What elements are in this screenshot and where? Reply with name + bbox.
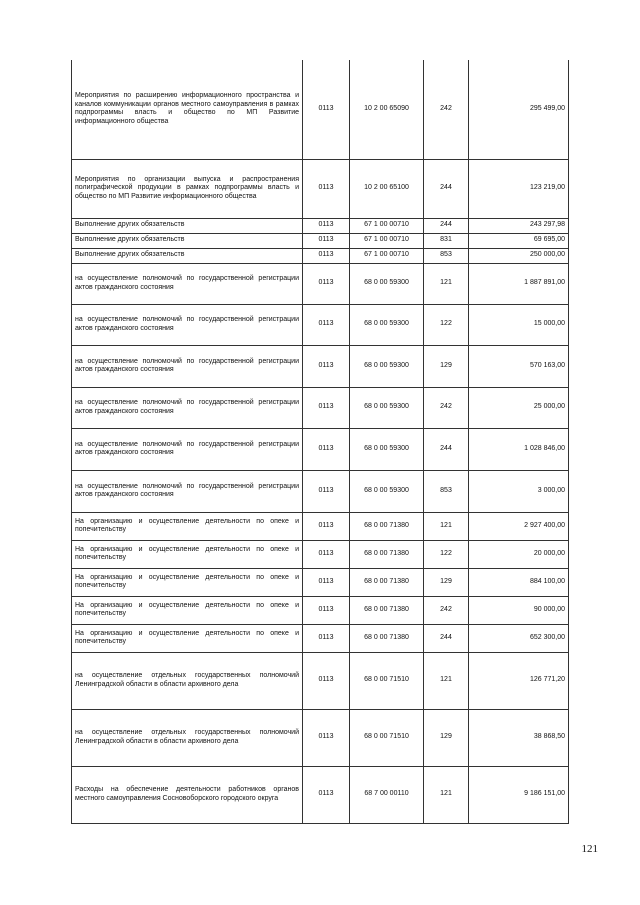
table-row <box>72 512 569 540</box>
table-row <box>72 387 569 428</box>
row-expense-type-cell: 129 <box>424 568 469 596</box>
row-article-cell: 68 0 00 71380 <box>350 512 424 540</box>
row-expense-type-cell: 242 <box>424 387 469 428</box>
row-name-cell: на осуществление полномочий по государственной регистрации актов гражданского состояния <box>72 428 303 470</box>
row-section-cell: 0113 <box>303 428 350 470</box>
row-section-cell: 0113 <box>303 218 350 233</box>
row-expense-type-cell: 244 <box>424 624 469 652</box>
row-sum-cell: 250 000,00 <box>469 248 569 263</box>
row-section-cell: 0113 <box>303 512 350 540</box>
row-article-cell: 68 0 00 71380 <box>350 624 424 652</box>
row-article-cell: 68 0 00 59300 <box>350 304 424 345</box>
row-name-cell: на осуществление полномочий по государственной регистрации актов гражданского состояния <box>72 387 303 428</box>
row-sum-cell: 126 771,20 <box>469 652 569 709</box>
table-row <box>72 470 569 512</box>
row-section-cell: 0113 <box>303 470 350 512</box>
row-section-cell: 0113 <box>303 596 350 624</box>
row-section-cell: 0113 <box>303 60 350 159</box>
row-sum-cell: 90 000,00 <box>469 596 569 624</box>
table-row <box>72 218 569 233</box>
row-article-cell: 67 1 00 00710 <box>350 218 424 233</box>
row-article-cell: 68 0 00 59300 <box>350 470 424 512</box>
table-row <box>72 624 569 652</box>
row-name-cell: Выполнение других обязательств <box>72 218 303 233</box>
row-article-cell: 68 0 00 59300 <box>350 387 424 428</box>
table-row <box>72 652 569 709</box>
row-sum-cell: 38 868,50 <box>469 709 569 766</box>
row-article-cell: 10 2 00 65090 <box>350 60 424 159</box>
row-article-cell: 68 0 00 59300 <box>350 263 424 304</box>
row-section-cell: 0113 <box>303 766 350 823</box>
row-article-cell: 68 0 00 71380 <box>350 540 424 568</box>
row-name-cell: Мероприятия по организации выпуска и распространения полиграфической продукции в рамках подпрограммы власть и общество по МП Развитие информационного общества <box>72 159 303 218</box>
row-name-cell: На организацию и осуществление деятельности по опеке и попечительству <box>72 512 303 540</box>
row-article-cell: 68 0 00 71380 <box>350 596 424 624</box>
row-expense-type-cell: 122 <box>424 304 469 345</box>
row-section-cell: 0113 <box>303 624 350 652</box>
table-row <box>72 540 569 568</box>
row-sum-cell: 884 100,00 <box>469 568 569 596</box>
row-article-cell: 67 1 00 00710 <box>350 233 424 248</box>
row-name-cell: На организацию и осуществление деятельности по опеке и попечительству <box>72 596 303 624</box>
row-expense-type-cell: 121 <box>424 263 469 304</box>
row-expense-type-cell: 244 <box>424 159 469 218</box>
row-section-cell: 0113 <box>303 248 350 263</box>
table-row <box>72 709 569 766</box>
row-sum-cell: 9 186 151,00 <box>469 766 569 823</box>
row-expense-type-cell: 121 <box>424 766 469 823</box>
row-name-cell: на осуществление отдельных государственных полномочий Ленинградской области в области архивного дела <box>72 709 303 766</box>
table-row <box>72 428 569 470</box>
table-row <box>72 304 569 345</box>
row-section-cell: 0113 <box>303 652 350 709</box>
row-sum-cell: 295 499,00 <box>469 60 569 159</box>
row-expense-type-cell: 853 <box>424 248 469 263</box>
row-article-cell: 68 0 00 59300 <box>350 428 424 470</box>
row-section-cell: 0113 <box>303 387 350 428</box>
row-name-cell: Выполнение других обязательств <box>72 233 303 248</box>
row-sum-cell: 25 000,00 <box>469 387 569 428</box>
table-row <box>72 159 569 218</box>
row-sum-cell: 1 887 891,00 <box>469 263 569 304</box>
row-expense-type-cell: 242 <box>424 596 469 624</box>
row-name-cell: На организацию и осуществление деятельности по опеке и попечительству <box>72 540 303 568</box>
row-sum-cell: 69 695,00 <box>469 233 569 248</box>
row-sum-cell: 1 028 846,00 <box>469 428 569 470</box>
row-section-cell: 0113 <box>303 263 350 304</box>
row-expense-type-cell: 121 <box>424 652 469 709</box>
row-section-cell: 0113 <box>303 568 350 596</box>
row-name-cell: Выполнение других обязательств <box>72 248 303 263</box>
row-article-cell: 67 1 00 00710 <box>350 248 424 263</box>
table-row <box>72 568 569 596</box>
row-expense-type-cell: 129 <box>424 709 469 766</box>
row-section-cell: 0113 <box>303 709 350 766</box>
row-name-cell: на осуществление полномочий по государственной регистрации актов гражданского состояния <box>72 263 303 304</box>
row-sum-cell: 570 163,00 <box>469 345 569 387</box>
table-body <box>72 60 569 823</box>
row-expense-type-cell: 122 <box>424 540 469 568</box>
table-row <box>72 596 569 624</box>
table-row <box>72 766 569 823</box>
row-sum-cell: 123 219,00 <box>469 159 569 218</box>
row-sum-cell: 15 000,00 <box>469 304 569 345</box>
row-name-cell: на осуществление полномочий по государственной регистрации актов гражданского состояния <box>72 304 303 345</box>
row-sum-cell: 20 000,00 <box>469 540 569 568</box>
row-section-cell: 0113 <box>303 540 350 568</box>
row-name-cell: на осуществление полномочий по государственной регистрации актов гражданского состояния <box>72 345 303 387</box>
row-expense-type-cell: 831 <box>424 233 469 248</box>
row-section-cell: 0113 <box>303 233 350 248</box>
row-sum-cell: 652 300,00 <box>469 624 569 652</box>
row-sum-cell: 243 297,98 <box>469 218 569 233</box>
row-name-cell: на осуществление отдельных государственных полномочий Ленинградской области в области архивного дела <box>72 652 303 709</box>
row-expense-type-cell: 242 <box>424 60 469 159</box>
row-name-cell: Мероприятия по расширению информационного пространства и каналов коммуникации органов местного самоуправления в рамках подпрограммы власть и общество по МП Развитие информационного общества <box>72 60 303 159</box>
row-article-cell: 68 7 00 00110 <box>350 766 424 823</box>
row-section-cell: 0113 <box>303 345 350 387</box>
table-row <box>72 345 569 387</box>
row-name-cell: На организацию и осуществление деятельности по опеке и попечительству <box>72 568 303 596</box>
table-row <box>72 233 569 248</box>
table-row <box>72 60 569 159</box>
page-number: 121 <box>581 843 598 855</box>
row-expense-type-cell: 129 <box>424 345 469 387</box>
row-article-cell: 68 0 00 71510 <box>350 709 424 766</box>
budget-table <box>71 60 569 824</box>
row-name-cell: На организацию и осуществление деятельности по опеке и попечительству <box>72 624 303 652</box>
row-sum-cell: 2 927 400,00 <box>469 512 569 540</box>
row-sum-cell: 3 000,00 <box>469 470 569 512</box>
row-section-cell: 0113 <box>303 159 350 218</box>
row-article-cell: 68 0 00 71380 <box>350 568 424 596</box>
row-expense-type-cell: 244 <box>424 428 469 470</box>
row-name-cell: на осуществление полномочий по государственной регистрации актов гражданского состояния <box>72 470 303 512</box>
row-article-cell: 68 0 00 59300 <box>350 345 424 387</box>
table-row <box>72 263 569 304</box>
row-section-cell: 0113 <box>303 304 350 345</box>
row-article-cell: 10 2 00 65100 <box>350 159 424 218</box>
row-expense-type-cell: 853 <box>424 470 469 512</box>
table-row <box>72 248 569 263</box>
row-expense-type-cell: 121 <box>424 512 469 540</box>
row-expense-type-cell: 244 <box>424 218 469 233</box>
row-name-cell: Расходы на обеспечение деятельности работников органов местного самоуправления Сосновоборского городского округа <box>72 766 303 823</box>
row-article-cell: 68 0 00 71510 <box>350 652 424 709</box>
